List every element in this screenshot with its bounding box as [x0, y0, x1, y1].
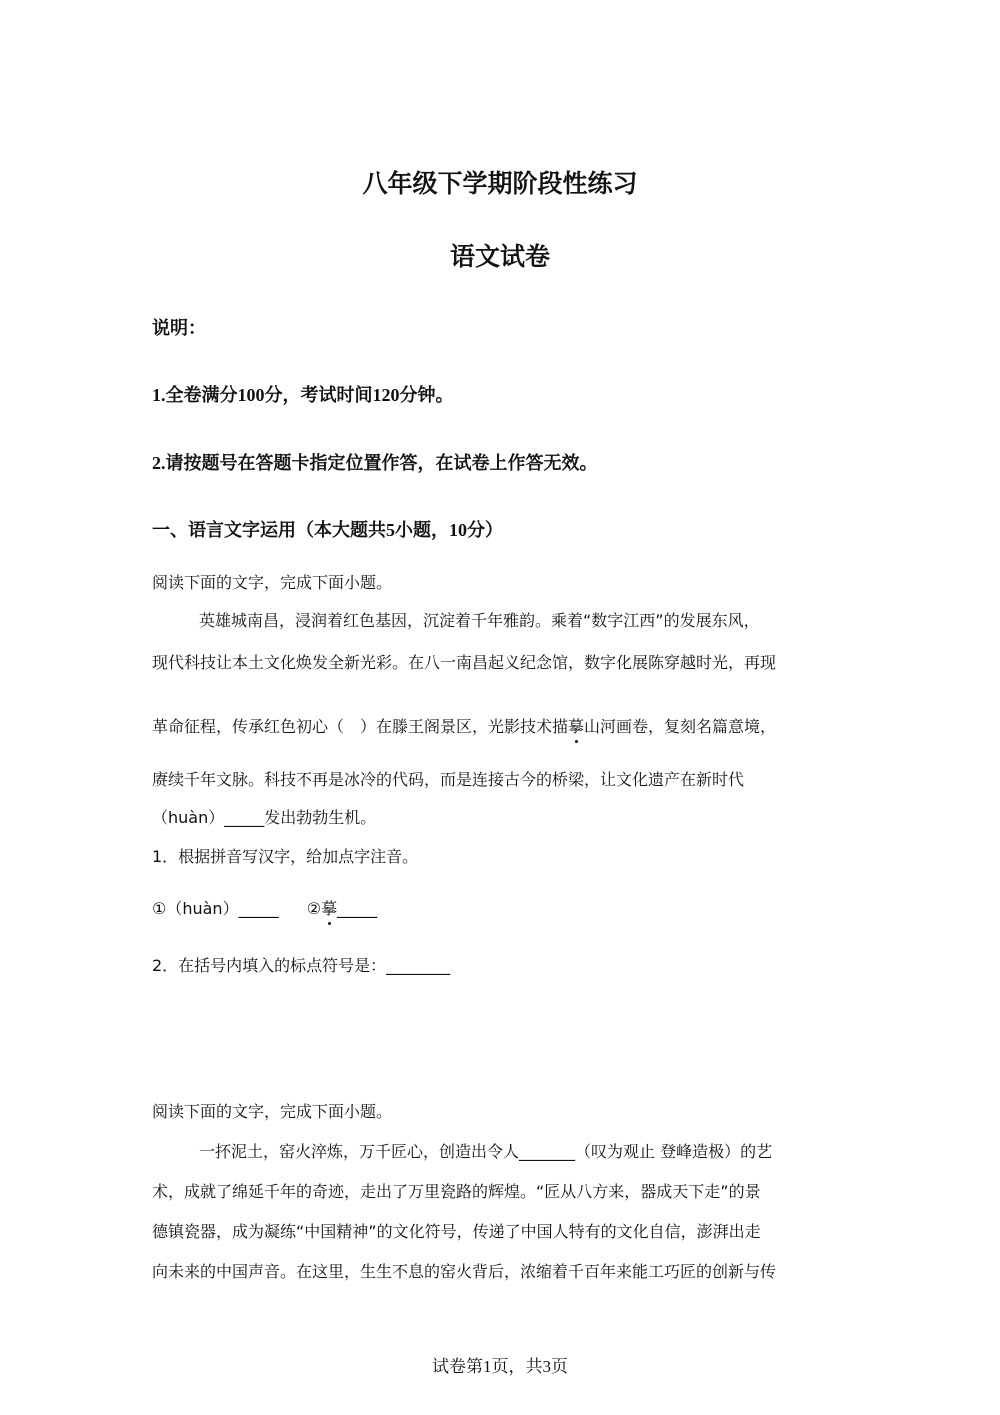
question-1-part-b-number: ② [306, 899, 322, 918]
passage-1-line-3-end: 山河画卷，复刻名篇意境， [584, 717, 777, 736]
passage-1-intro: 阅读下面的文字，完成下面小题。 [152, 573, 393, 592]
note-item-1: 1.全卷满分100分，考试时间120分钟。 [152, 385, 454, 405]
passage-2-line-4: 向未来的中国声音。在这里，生生不息的窑火背后，浓缩着千百年来能工巧匠的创新与传 [152, 1262, 777, 1281]
note-heading: 说明： [152, 318, 206, 338]
exam-subtitle: 语文试卷 [449, 242, 550, 271]
passage-1-line-2: 现代科技让本土文化焕发全新光彩。在八一南昌起义纪念馆，数字化展陈穿越时光，再现 [152, 653, 777, 672]
passage-1-line-4: 赓续千年文脉。科技不再是冰冷的代码，而是连接古今的桥梁，让文化遗产在新时代 [152, 770, 745, 789]
section-heading: 一、语言文字运用（本大题共5小题，10分） [152, 520, 503, 540]
question-1-part-a: ①（huàn）_____ [152, 899, 279, 918]
page-footer: 试卷第1页，共3页 [432, 1357, 568, 1376]
passage-1-line-1: 英雄城南昌，浸润着红色基因，沉淀着千年雅韵。乘着“数字江西”的发展东风， [199, 611, 760, 630]
passage-2-line-3: 德镇瓷器，成为凝练“中国精神”的文化符号，传递了中国人特有的文化自信，澎湃出走 [152, 1222, 761, 1241]
question-2: 2．在括号内填入的标点符号是：________ [152, 956, 451, 975]
question-1-answers [152, 897, 377, 921]
exam-title: 八年级下学期阶段性练习 [362, 169, 638, 198]
question-1: 1．根据拼音写汉字，给加点字注音。 [152, 847, 419, 866]
passage-1-line-3-start: 革命征程，传承红色初心（ ）在滕王阁景区，光影技术描 [152, 717, 569, 736]
passage-2-line-2: 术，成就了绵延千年的奇迹，走出了万里瓷路的辉煌。“匠从八方来，器成天下走”的景 [152, 1182, 761, 1201]
passage-1-line-3 [152, 715, 776, 739]
dotted-character: 摹 [568, 715, 584, 739]
question-1-part-b-dotted-character: 摹 [321, 897, 337, 921]
passage-2-intro: 阅读下面的文字，完成下面小题。 [152, 1102, 393, 1121]
question-1-part-b-blank: _____ [337, 899, 378, 918]
note-item-2: 2.请按题号在答题卡指定位置作答，在试卷上作答无效。 [152, 453, 598, 473]
passage-2-line-1: 一抔泥土，窑火淬炼，万千匠心，创造出令人_______（叹为观止 登峰造极）的艺 [199, 1142, 773, 1161]
passage-1-line-5: （huàn）_____发出勃勃生机。 [152, 808, 377, 827]
